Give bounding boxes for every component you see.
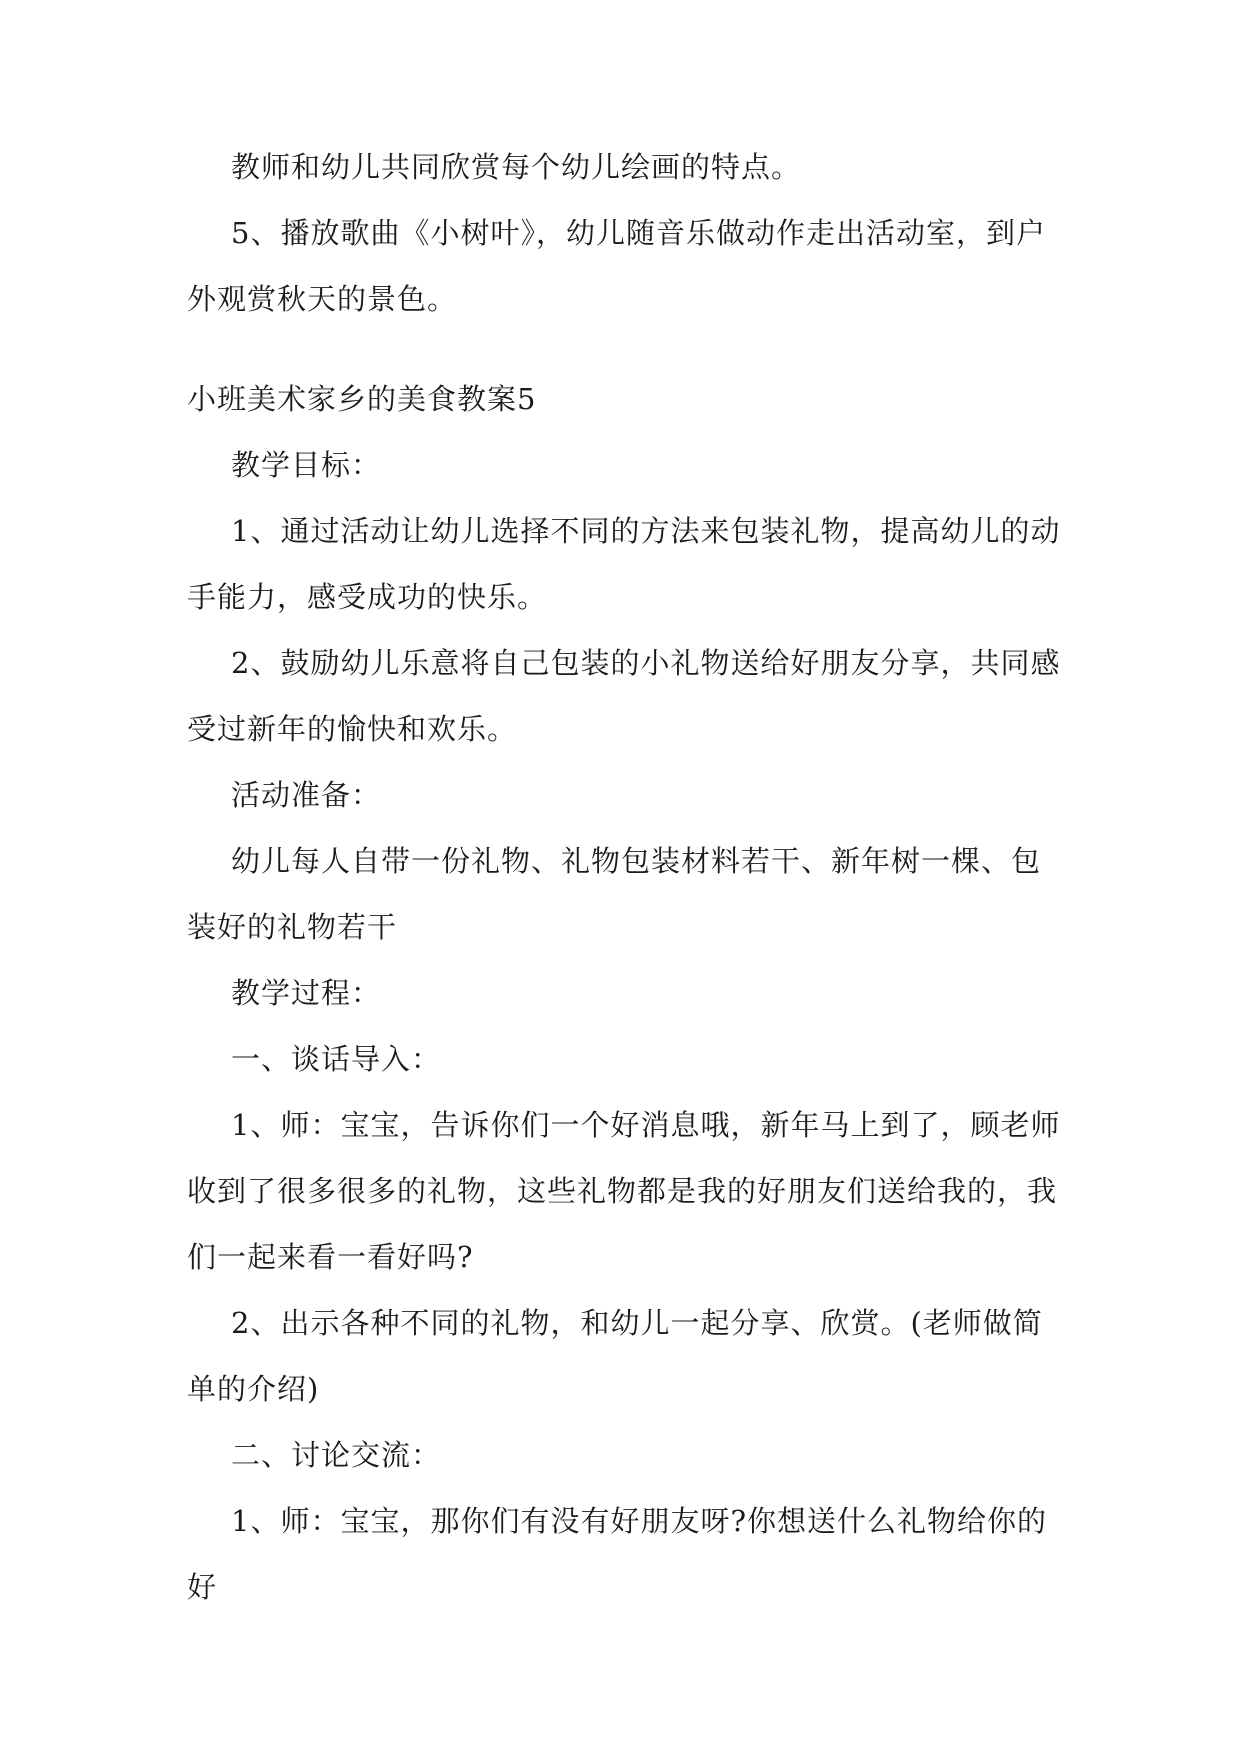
paragraph: 5、播放歌曲《小树叶》，幼儿随音乐做动作走出活动室，到户外观赏秋天的景色。 — [187, 216, 1046, 316]
paragraph: 一、谈话导入： — [231, 1042, 442, 1076]
section-lesson-plan — [187, 366, 1067, 1620]
section-top — [187, 134, 1067, 332]
section-heading: 小班美术家乡的美食教案5 — [187, 382, 537, 416]
paragraph: 教学目标： — [231, 448, 382, 482]
paragraph: 活动准备： — [231, 778, 382, 812]
paragraph: 1、师：宝宝，告诉你们一个好消息哦，新年马上到了，顾老师收到了很多很多的礼物，这些礼物都是我的好朋友们送给我的，我们一起来看一看好吗? — [187, 1108, 1061, 1274]
paragraph: 教师和幼儿共同欣赏每个幼儿绘画的特点。 — [231, 150, 802, 184]
paragraph: 2、出示各种不同的礼物，和幼儿一起分享、欣赏。(老师做简单的介绍) — [187, 1306, 1043, 1406]
paragraph: 二、讨论交流： — [231, 1438, 442, 1472]
paragraph: 教学过程： — [231, 976, 382, 1010]
paragraph: 1、师：宝宝，那你们有没有好朋友呀?你想送什么礼物给你的好 — [187, 1504, 1047, 1604]
paragraph: 幼儿每人自带一份礼物、礼物包装材料若干、新年树一棵、包装好的礼物若干 — [187, 844, 1042, 944]
paragraph: 2、鼓励幼儿乐意将自己包装的小礼物送给好朋友分享，共同感受过新年的愉快和欢乐。 — [187, 646, 1061, 746]
paragraph: 1、通过活动让幼儿选择不同的方法来包装礼物，提高幼儿的动手能力，感受成功的快乐。 — [187, 514, 1061, 614]
